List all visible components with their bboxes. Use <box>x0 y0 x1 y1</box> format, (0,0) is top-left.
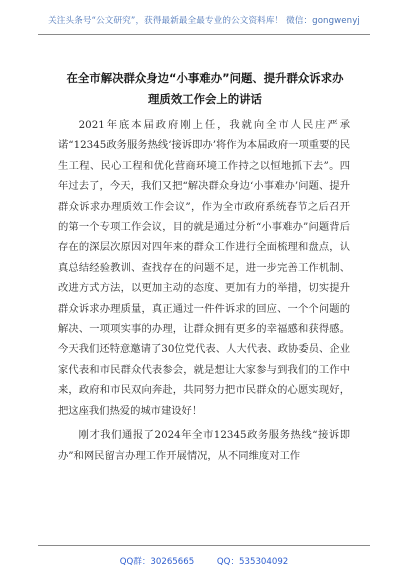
document-title-line-1: 在全市解决群众身边“小事难办”问题、提升群众诉求办 <box>66 71 344 85</box>
footer-qq: QQ：535304092 <box>216 557 289 567</box>
document-title-line-2: 理质效工作会上的讲话 <box>148 92 262 106</box>
footer-contact <box>0 555 408 567</box>
footer-divider <box>38 545 370 546</box>
document-body <box>58 115 350 466</box>
header-divider <box>38 34 370 35</box>
header-promo-banner: 关注头条号“公文研究”，获得最新最全最专业的公文资料库！ 微信：gongwenyj <box>48 16 360 26</box>
body-paragraph: 刚才我们通报了2024年全市12345政务服务热线“接诉即办”和网民留言办理工作开展情况，从不同维度对工作 <box>58 429 350 462</box>
footer-qq-group: QQ群：30265665 <box>119 557 195 567</box>
body-paragraph: 2021年底本届政府刚上任，我就向全市人民庄严承诺“12345政务服务热线‘接诉即办’将作为本届政府一项重要的民生工程、民心工程和优化营商环境工作持之以恒地抓下去”。四年过去了，今天，我们又把“解决群众身边‘小事难办’问题、提升群众诉求办理质效工作会议”，作为全市政府系统春节之后召开的第一个专项工作会议，目的就是通过分析“小事难办”问题背后存在的深层次原因对四年来的群众工作进行全面梳理和盘点，认真总结经验教训、查找存在的问题不足，进一步完善工作机制、改进方式方法，以更加主动的态度、更加有力的举措，切实提升群众诉求办理质量，真正通过一件件诉求的回应、一个个问题的解决、一项项实事的办理，让群众拥有更多的幸福感和获得感。今天我们还特意邀请了30位党代表、人大代表、政协委员、企业家代表和市民群众代表参会，就是想让大家参与到我们的工作中来，政府和市民双向奔赴，共同努力把市民群众的心愿实现好，把这座我们热爱的城市建设好！ <box>58 119 350 417</box>
